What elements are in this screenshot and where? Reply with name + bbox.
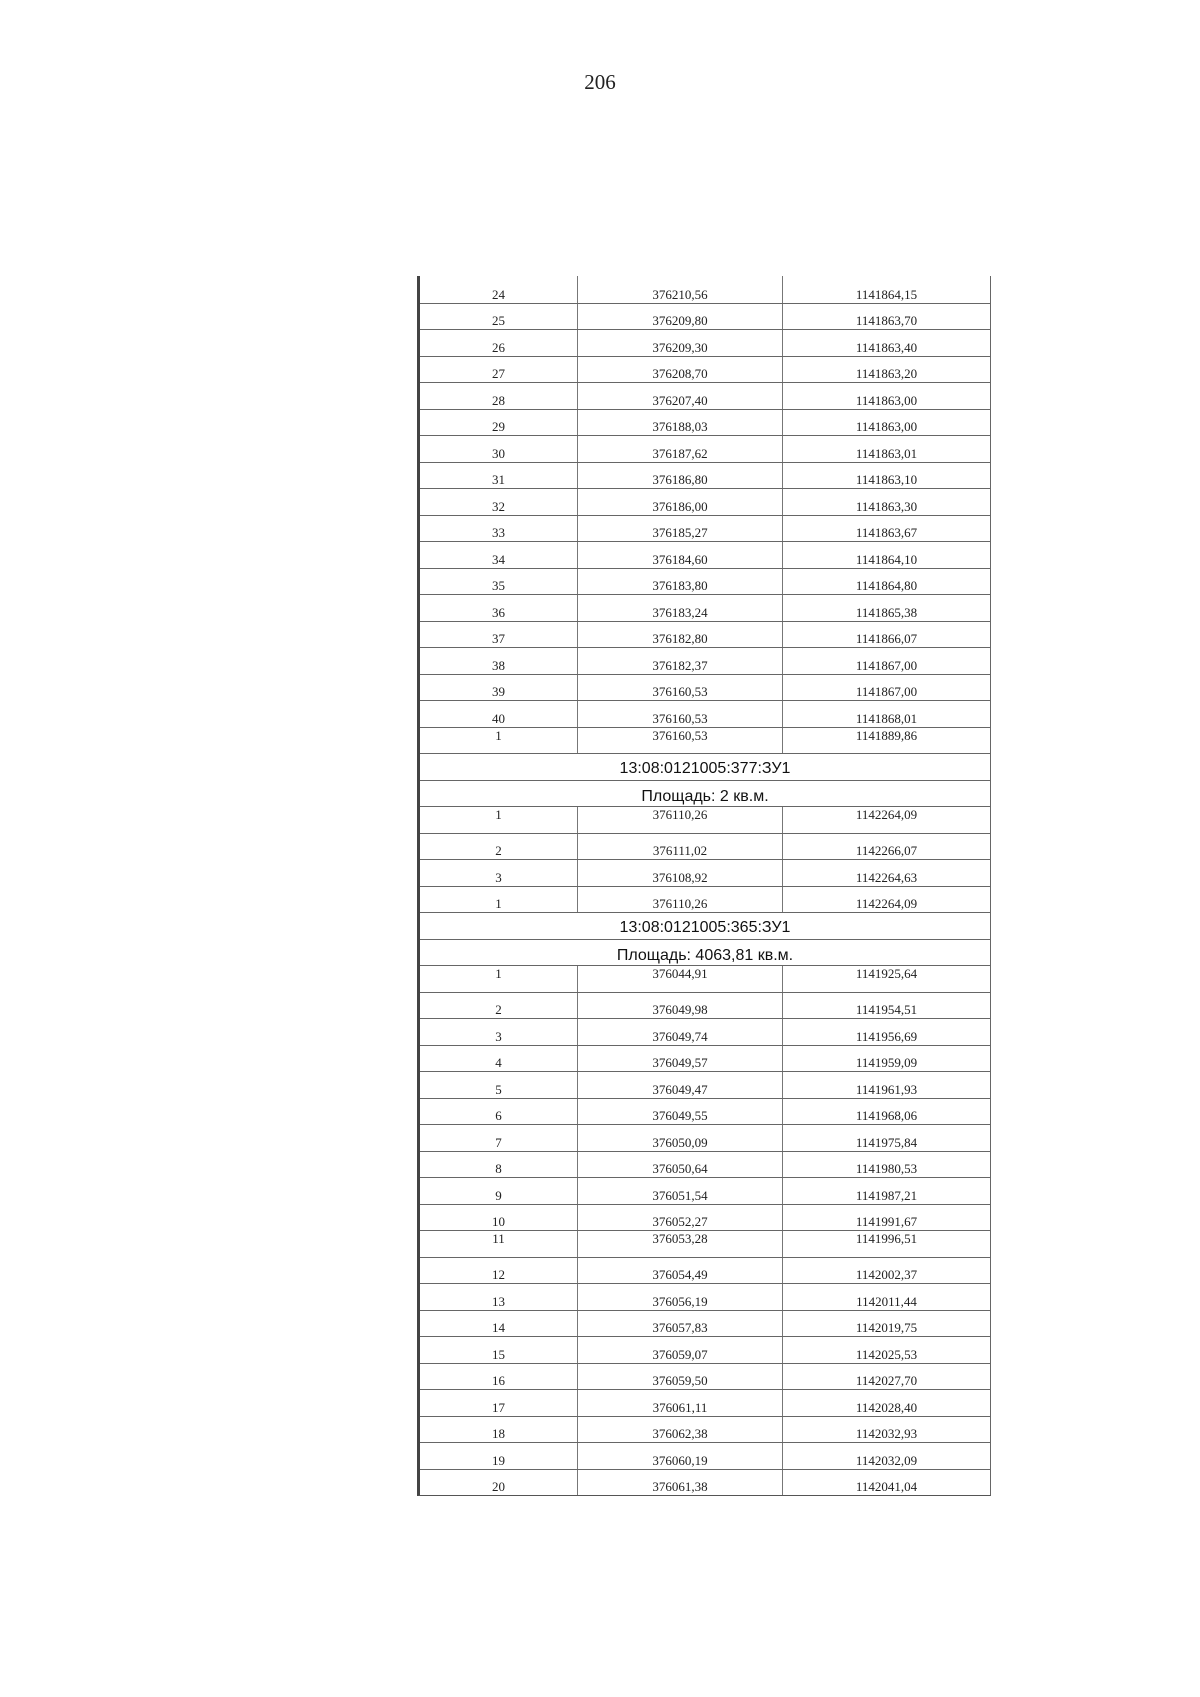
table-row bbox=[420, 1363, 990, 1390]
page-number: 206 bbox=[584, 70, 616, 94]
table-row bbox=[420, 806, 990, 833]
y-coordinate: 1141968,06 bbox=[855, 1108, 918, 1123]
x-coordinate: 376209,80 bbox=[578, 304, 783, 330]
x-coordinate: 376050,09 bbox=[578, 1125, 783, 1151]
x-coordinate: 376182,80 bbox=[578, 622, 783, 648]
y-coordinate: 1141863,01 bbox=[855, 445, 918, 461]
point-number: 6 bbox=[420, 1099, 578, 1125]
table-row bbox=[420, 1124, 990, 1151]
point-number: 3 bbox=[420, 860, 578, 886]
table-row bbox=[420, 303, 990, 330]
point-number: 17 bbox=[420, 1390, 578, 1416]
y-coordinate: 1141867,00 bbox=[855, 684, 918, 699]
y-coordinate: 1141975,84 bbox=[855, 1134, 918, 1150]
table-row bbox=[420, 541, 990, 568]
x-coordinate: 376056,19 bbox=[578, 1284, 783, 1310]
point-number: 1 bbox=[420, 887, 578, 913]
y-coordinate: 1141864,80 bbox=[855, 578, 918, 593]
table-row bbox=[420, 435, 990, 462]
x-coordinate: 376183,24 bbox=[578, 595, 783, 621]
table-row bbox=[420, 515, 990, 542]
x-coordinate: 376184,60 bbox=[578, 542, 783, 568]
table-row bbox=[420, 594, 990, 621]
point-number: 1 bbox=[420, 807, 578, 833]
y-coordinate: 1142032,93 bbox=[855, 1426, 918, 1441]
point-number: 38 bbox=[420, 648, 578, 674]
point-number: 29 bbox=[420, 410, 578, 436]
y-coordinate: 1141864,10 bbox=[855, 551, 918, 567]
y-coordinate: 1142028,40 bbox=[855, 1399, 918, 1415]
table-row bbox=[420, 1177, 990, 1204]
y-coordinate: 1142264,09 bbox=[855, 807, 918, 822]
table-row bbox=[420, 859, 990, 886]
table-row bbox=[420, 329, 990, 356]
point-number: 32 bbox=[420, 489, 578, 515]
point-number: 11 bbox=[420, 1231, 578, 1257]
y-coordinate: 1142032,09 bbox=[855, 1452, 918, 1468]
point-number: 1 bbox=[420, 966, 578, 992]
point-number: 7 bbox=[420, 1125, 578, 1151]
x-coordinate: 376207,40 bbox=[578, 383, 783, 409]
y-coordinate: 1141863,70 bbox=[855, 313, 918, 328]
table-row bbox=[420, 1257, 990, 1284]
x-coordinate: 376059,50 bbox=[578, 1364, 783, 1390]
table-row bbox=[420, 1098, 990, 1125]
table-row bbox=[420, 1442, 990, 1469]
table-row bbox=[420, 674, 990, 701]
table-row bbox=[420, 1045, 990, 1072]
table-row bbox=[420, 700, 990, 727]
point-number: 1 bbox=[420, 728, 578, 754]
table-row bbox=[420, 965, 990, 992]
x-coordinate: 376160,53 bbox=[578, 675, 783, 701]
point-number: 37 bbox=[420, 622, 578, 648]
point-number: 24 bbox=[420, 276, 578, 303]
x-coordinate: 376052,27 bbox=[578, 1205, 783, 1231]
table-row bbox=[420, 356, 990, 383]
x-coordinate: 376160,53 bbox=[578, 701, 783, 727]
parcel-area: Площадь: 4063,81 кв.м. bbox=[420, 939, 990, 966]
x-coordinate: 376210,56 bbox=[578, 276, 783, 303]
point-number: 25 bbox=[420, 304, 578, 330]
y-coordinate: 1141864,15 bbox=[855, 286, 918, 302]
point-number: 10 bbox=[420, 1205, 578, 1231]
parcel-title: 13:08:0121005:365:ЗУ1 bbox=[420, 912, 990, 939]
table-row bbox=[420, 1204, 990, 1231]
x-coordinate: 376049,55 bbox=[578, 1099, 783, 1125]
coordinates-table bbox=[417, 276, 991, 1496]
y-coordinate: 1141867,00 bbox=[855, 657, 918, 673]
table-row bbox=[420, 992, 990, 1019]
point-number: 13 bbox=[420, 1284, 578, 1310]
point-number: 4 bbox=[420, 1046, 578, 1072]
x-coordinate: 376111,02 bbox=[578, 834, 783, 860]
x-coordinate: 376208,70 bbox=[578, 357, 783, 383]
point-number: 18 bbox=[420, 1417, 578, 1443]
point-number: 15 bbox=[420, 1337, 578, 1363]
y-coordinate: 1141961,93 bbox=[855, 1081, 918, 1097]
table-row bbox=[420, 409, 990, 436]
x-coordinate: 376054,49 bbox=[578, 1258, 783, 1284]
table-row bbox=[420, 1336, 990, 1363]
table-row bbox=[420, 1389, 990, 1416]
x-coordinate: 376110,26 bbox=[578, 807, 783, 833]
point-number: 14 bbox=[420, 1311, 578, 1337]
x-coordinate: 376061,11 bbox=[578, 1390, 783, 1416]
point-number: 9 bbox=[420, 1178, 578, 1204]
point-number: 12 bbox=[420, 1258, 578, 1284]
point-number: 20 bbox=[420, 1470, 578, 1496]
table-row bbox=[420, 1283, 990, 1310]
x-coordinate: 376050,64 bbox=[578, 1152, 783, 1178]
x-coordinate: 376051,54 bbox=[578, 1178, 783, 1204]
point-number: 30 bbox=[420, 436, 578, 462]
x-coordinate: 376062,38 bbox=[578, 1417, 783, 1443]
y-coordinate: 1141863,67 bbox=[855, 525, 918, 540]
y-coordinate: 1141980,53 bbox=[855, 1161, 918, 1176]
point-number: 27 bbox=[420, 357, 578, 383]
y-coordinate: 1141865,38 bbox=[855, 604, 918, 620]
point-number: 2 bbox=[420, 834, 578, 860]
x-coordinate: 376188,03 bbox=[578, 410, 783, 436]
x-coordinate: 376049,57 bbox=[578, 1046, 783, 1072]
y-coordinate: 1142011,44 bbox=[856, 1293, 917, 1309]
point-number: 26 bbox=[420, 330, 578, 356]
point-number: 5 bbox=[420, 1072, 578, 1098]
table-row bbox=[420, 1310, 990, 1337]
point-number: 28 bbox=[420, 383, 578, 409]
x-coordinate: 376049,98 bbox=[578, 993, 783, 1019]
y-coordinate: 1141866,07 bbox=[855, 631, 918, 646]
y-coordinate: 1142041,04 bbox=[855, 1479, 918, 1494]
table-row bbox=[420, 568, 990, 595]
y-coordinate: 1141863,00 bbox=[855, 392, 918, 408]
x-coordinate: 376183,80 bbox=[578, 569, 783, 595]
point-number: 35 bbox=[420, 569, 578, 595]
x-coordinate: 376061,38 bbox=[578, 1470, 783, 1496]
x-coordinate: 376182,37 bbox=[578, 648, 783, 674]
x-coordinate: 376060,19 bbox=[578, 1443, 783, 1469]
y-coordinate: 1141868,01 bbox=[855, 710, 918, 726]
table-row bbox=[420, 1469, 990, 1496]
point-number: 33 bbox=[420, 516, 578, 542]
y-coordinate: 1141954,51 bbox=[855, 1002, 918, 1017]
x-coordinate: 376187,62 bbox=[578, 436, 783, 462]
y-coordinate: 1142025,53 bbox=[855, 1346, 918, 1362]
x-coordinate: 376209,30 bbox=[578, 330, 783, 356]
table-row bbox=[420, 1071, 990, 1098]
table-row bbox=[420, 1416, 990, 1443]
table-row bbox=[420, 833, 990, 860]
y-coordinate: 1142264,09 bbox=[855, 896, 918, 911]
x-coordinate: 376186,00 bbox=[578, 489, 783, 515]
y-coordinate: 1142027,70 bbox=[855, 1373, 918, 1388]
table-row bbox=[420, 621, 990, 648]
table-row bbox=[420, 276, 990, 303]
point-number: 3 bbox=[420, 1019, 578, 1045]
y-coordinate: 1142266,07 bbox=[855, 843, 918, 858]
y-coordinate: 1141925,64 bbox=[855, 966, 918, 981]
x-coordinate: 376186,80 bbox=[578, 463, 783, 489]
table-row bbox=[420, 1018, 990, 1045]
point-number: 8 bbox=[420, 1152, 578, 1178]
table-row bbox=[420, 1230, 990, 1257]
parcel-title: 13:08:0121005:377:ЗУ1 bbox=[420, 753, 990, 780]
point-number: 39 bbox=[420, 675, 578, 701]
point-number: 31 bbox=[420, 463, 578, 489]
table-row bbox=[420, 382, 990, 409]
point-number: 36 bbox=[420, 595, 578, 621]
table-row bbox=[420, 488, 990, 515]
x-coordinate: 376049,74 bbox=[578, 1019, 783, 1045]
y-coordinate: 1141956,69 bbox=[855, 1028, 918, 1044]
y-coordinate: 1142264,63 bbox=[855, 869, 918, 885]
x-coordinate: 376053,28 bbox=[578, 1231, 783, 1257]
table-row bbox=[420, 886, 990, 913]
x-coordinate: 376057,83 bbox=[578, 1311, 783, 1337]
table-row bbox=[420, 1151, 990, 1178]
x-coordinate: 376185,27 bbox=[578, 516, 783, 542]
point-number: 40 bbox=[420, 701, 578, 727]
y-coordinate: 1141991,67 bbox=[855, 1214, 918, 1229]
y-coordinate: 1142002,37 bbox=[855, 1267, 918, 1282]
point-number: 19 bbox=[420, 1443, 578, 1469]
x-coordinate: 376108,92 bbox=[578, 860, 783, 886]
y-coordinate: 1141863,40 bbox=[855, 339, 918, 355]
table-row bbox=[420, 647, 990, 674]
y-coordinate: 1141863,20 bbox=[855, 366, 918, 381]
table-row bbox=[420, 462, 990, 489]
x-coordinate: 376059,07 bbox=[578, 1337, 783, 1363]
x-coordinate: 376160,53 bbox=[578, 728, 783, 754]
y-coordinate: 1141863,10 bbox=[855, 472, 918, 487]
y-coordinate: 1141863,00 bbox=[855, 419, 918, 434]
point-number: 34 bbox=[420, 542, 578, 568]
point-number: 2 bbox=[420, 993, 578, 1019]
y-coordinate: 1141996,51 bbox=[855, 1231, 918, 1246]
y-coordinate: 1141959,09 bbox=[855, 1055, 918, 1070]
x-coordinate: 376049,47 bbox=[578, 1072, 783, 1098]
y-coordinate: 1141987,21 bbox=[855, 1187, 918, 1203]
y-coordinate: 1141863,30 bbox=[855, 498, 918, 514]
parcel-area: Площадь: 2 кв.м. bbox=[420, 780, 990, 807]
table-row bbox=[420, 727, 990, 754]
x-coordinate: 376110,26 bbox=[578, 887, 783, 913]
x-coordinate: 376044,91 bbox=[578, 966, 783, 992]
y-coordinate: 1142019,75 bbox=[855, 1320, 918, 1335]
y-coordinate: 1141889,86 bbox=[855, 727, 918, 743]
point-number: 16 bbox=[420, 1364, 578, 1390]
